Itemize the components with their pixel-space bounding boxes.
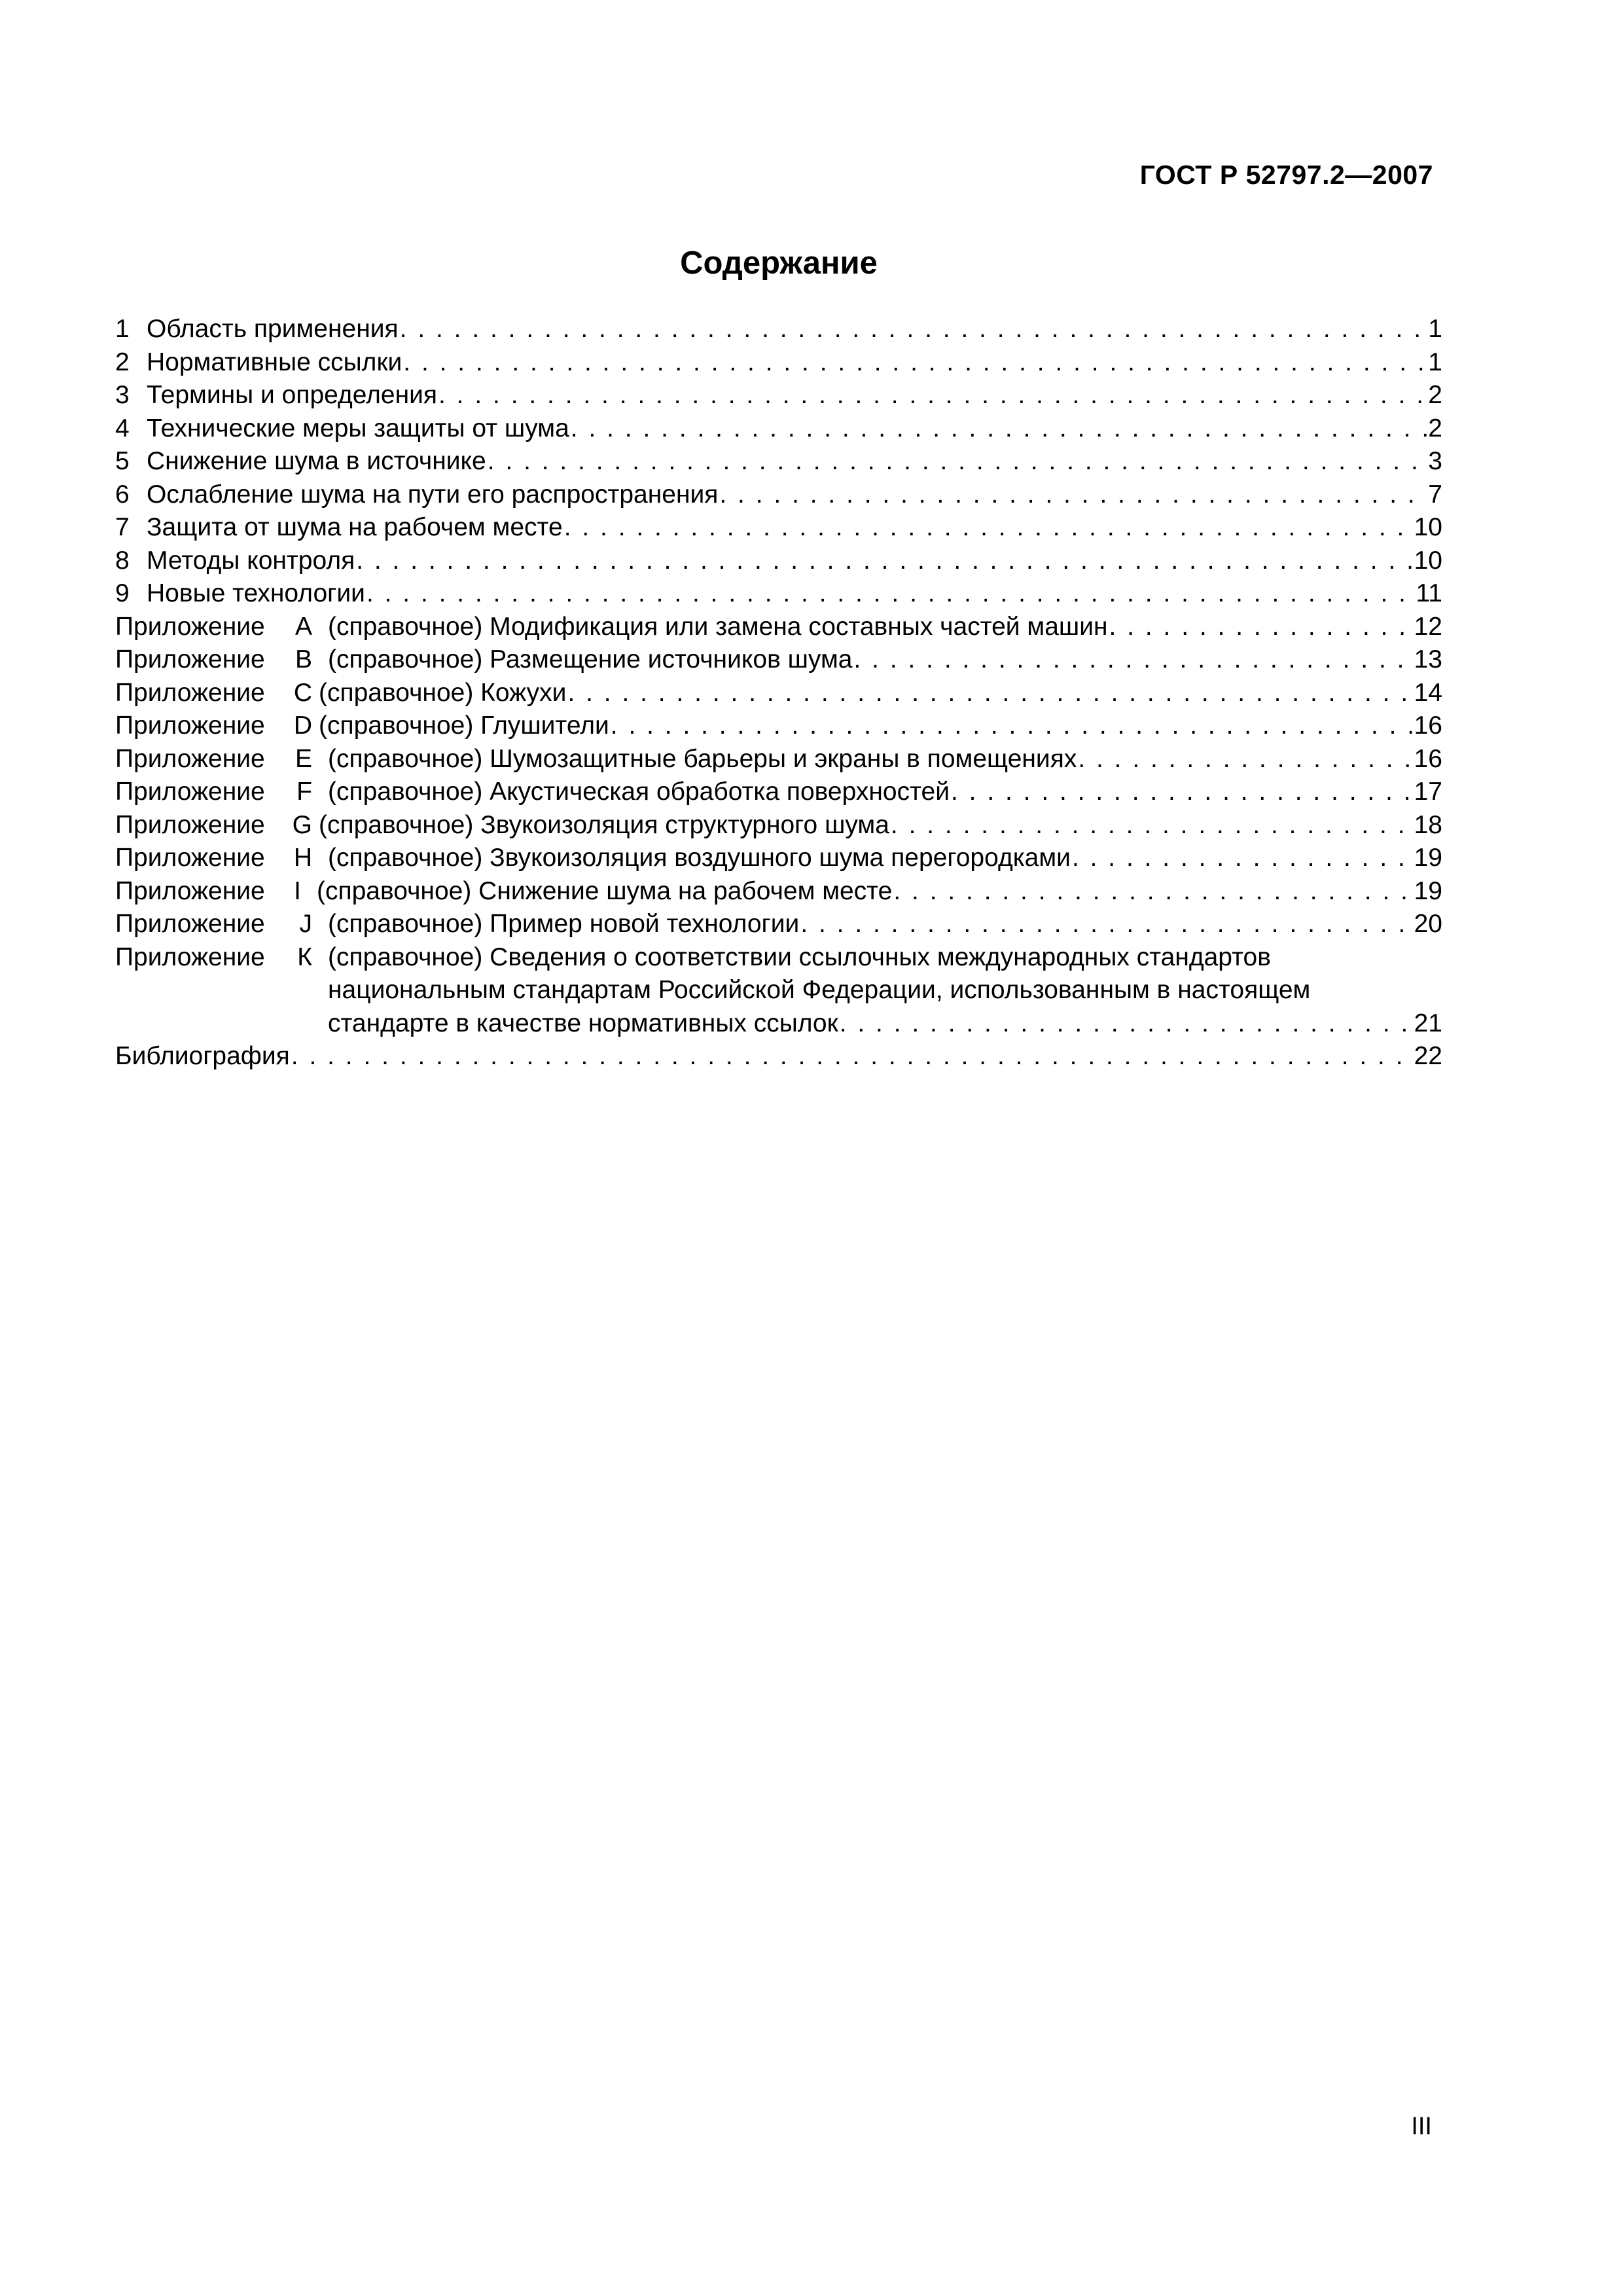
dot-leader (889, 809, 1414, 842)
toc-entry-page: 12 (1414, 612, 1442, 641)
toc-entry-appendix-d[interactable] (115, 709, 1442, 743)
toc-entry-title: (справочное) Звукоизоляция структурного шума (319, 810, 889, 839)
toc-entry-title: (справочное) Размещение источников шума (328, 645, 853, 673)
appendix-prefix: Приложение К (115, 942, 312, 971)
toc-entry-title: (справочное) Акустическая обработка поверхностей (328, 778, 950, 806)
toc-entry-appendix-i[interactable] (115, 875, 1442, 908)
toc-entry-title: (справочное) Глушители (319, 711, 609, 740)
toc-entry-title: Ослабление шума на пути его распространения (147, 480, 719, 509)
appendix-prefix: Приложение С (115, 678, 312, 707)
toc-entry-section-1[interactable] (115, 313, 1442, 346)
toc-entry-bibliography[interactable] (115, 1040, 1442, 1073)
toc-entry-section-2[interactable] (115, 346, 1442, 380)
toc-entry-page: 7 (1428, 480, 1442, 509)
document-code: ГОСТ Р 52797.2—2007 (1139, 160, 1433, 190)
toc-entry-number: 7 (115, 513, 130, 541)
toc-entry-title-line-1: (справочное) Сведения о соответствии ссылочных международных стандартов (328, 942, 1271, 971)
toc-entry-section-5[interactable] (115, 445, 1442, 478)
toc-entry-page: 1 (1428, 348, 1442, 376)
toc-entry-number: 8 (115, 546, 130, 575)
toc-entry-page: 17 (1414, 778, 1442, 806)
toc-entry-title: (справочное) Шумозащитные барьеры и экраны в помещениях (328, 744, 1077, 773)
toc-entry-number: 6 (115, 480, 130, 509)
toc-entry-number: 4 (115, 414, 130, 442)
toc-entry-section-8[interactable] (115, 545, 1442, 578)
page-number: III (1411, 2113, 1432, 2140)
toc-entry-appendix-c[interactable] (115, 677, 1442, 710)
toc-entry-title: Область применения (147, 315, 399, 343)
toc-entry-number: 5 (115, 447, 130, 475)
toc-entry-title: (справочное) Модификация или замена составных частей машин (328, 612, 1108, 641)
dot-leader (1108, 611, 1414, 644)
toc-title: Содержание (680, 245, 878, 281)
toc-entry-appendix-g[interactable] (115, 809, 1442, 842)
toc-entry-page: 20 (1414, 910, 1442, 938)
toc-entry-page: 16 (1414, 711, 1442, 740)
dot-leader (718, 478, 1428, 512)
appendix-prefix: Приложение А (115, 612, 312, 641)
toc-entry-title: (справочное) Пример новой технологии (328, 910, 800, 938)
toc-entry-title: (справочное) Снижение шума на рабочем месте (317, 876, 893, 905)
toc-entry-page: 22 (1414, 1042, 1442, 1070)
toc-entry-section-3[interactable] (115, 379, 1442, 412)
toc-entry-number: 3 (115, 381, 130, 409)
toc-entry-appendix-f[interactable] (115, 776, 1442, 809)
appendix-prefix: Приложение G (115, 810, 312, 839)
dot-leader (892, 875, 1414, 908)
dot-leader (609, 709, 1414, 743)
appendix-prefix: Приложение I (115, 876, 301, 905)
toc-entry-appendix-e[interactable] (115, 743, 1442, 776)
dot-leader (852, 643, 1414, 677)
toc-entry-section-4[interactable] (115, 412, 1442, 446)
toc-entry-appendix-b[interactable] (115, 643, 1442, 677)
appendix-prefix: Приложение D (115, 711, 312, 740)
toc-entry-page: 3 (1428, 447, 1442, 475)
dot-leader (950, 776, 1414, 809)
appendix-prefix: Приложение F (115, 778, 312, 806)
toc-entry-title: Методы контроля (147, 546, 355, 575)
toc-entry-page: 19 (1414, 876, 1442, 905)
toc-entry-number: 2 (115, 348, 130, 376)
toc-entry-number: 9 (115, 579, 130, 607)
toc-entry-title: (справочное) Кожухи (319, 678, 567, 707)
table-of-contents (115, 313, 1442, 1073)
toc-entry-page: 19 (1414, 844, 1442, 872)
toc-entry-appendix-j[interactable] (115, 908, 1442, 941)
dot-leader (838, 1007, 1414, 1041)
appendix-prefix: Приложение Н (115, 844, 312, 872)
toc-entry-page: 21 (1414, 1009, 1442, 1037)
dot-leader (1077, 743, 1414, 776)
dot-leader (569, 412, 1429, 446)
toc-entry-page: 14 (1414, 678, 1442, 707)
toc-entry-page: 11 (1416, 579, 1442, 607)
toc-entry-title: (справочное) Звукоизоляция воздушного шума перегородками (328, 844, 1071, 872)
toc-entry-page: 18 (1414, 810, 1442, 839)
toc-entry-page: 13 (1414, 645, 1442, 673)
toc-entry-appendix-a[interactable] (115, 611, 1442, 644)
toc-entry-section-9[interactable] (115, 577, 1442, 611)
toc-entry-title: Технические меры защиты от шума (147, 414, 569, 442)
toc-entry-title: Нормативные ссылки (147, 348, 402, 376)
toc-entry-title: Термины и определения (147, 381, 438, 409)
toc-entry-page: 10 (1414, 546, 1442, 575)
dot-leader (799, 908, 1414, 941)
dot-leader (290, 1040, 1414, 1073)
toc-entry-page: 10 (1414, 513, 1442, 541)
toc-entry-section-6[interactable] (115, 478, 1442, 512)
toc-entry-page: 1 (1428, 315, 1442, 343)
toc-entry-page: 2 (1428, 381, 1442, 409)
appendix-prefix: Приложение J (115, 910, 312, 938)
dot-leader (402, 346, 1428, 380)
toc-entry-section-7[interactable] (115, 511, 1442, 545)
dot-leader (437, 379, 1428, 412)
dot-leader (563, 511, 1414, 545)
toc-entry-appendix-k[interactable] (115, 941, 1442, 1041)
dot-leader (355, 545, 1414, 578)
dot-leader (365, 577, 1416, 611)
toc-entry-appendix-h[interactable] (115, 842, 1442, 875)
toc-entry-title-line-2: национальным стандартам Российской Федерации, использованным в настоящем (328, 976, 1311, 1004)
toc-entry-page: 16 (1414, 744, 1442, 773)
toc-entry-title: Защита от шума на рабочем месте (147, 513, 563, 541)
toc-entry-title: Новые технологии (147, 579, 365, 607)
appendix-prefix: Приложение Е (115, 744, 312, 773)
toc-entry-number: 1 (115, 315, 130, 343)
toc-entry-title: Библиография (115, 1042, 290, 1070)
toc-entry-title: Снижение шума в источнике (147, 447, 486, 475)
dot-leader (1071, 842, 1414, 875)
dot-leader (399, 313, 1429, 346)
dot-leader (486, 445, 1429, 478)
toc-entry-page: 2 (1428, 414, 1442, 442)
dot-leader (566, 677, 1414, 710)
toc-entry-title-line-3: стандарте в качестве нормативных ссылок (328, 1009, 838, 1037)
appendix-prefix: Приложение В (115, 645, 312, 673)
